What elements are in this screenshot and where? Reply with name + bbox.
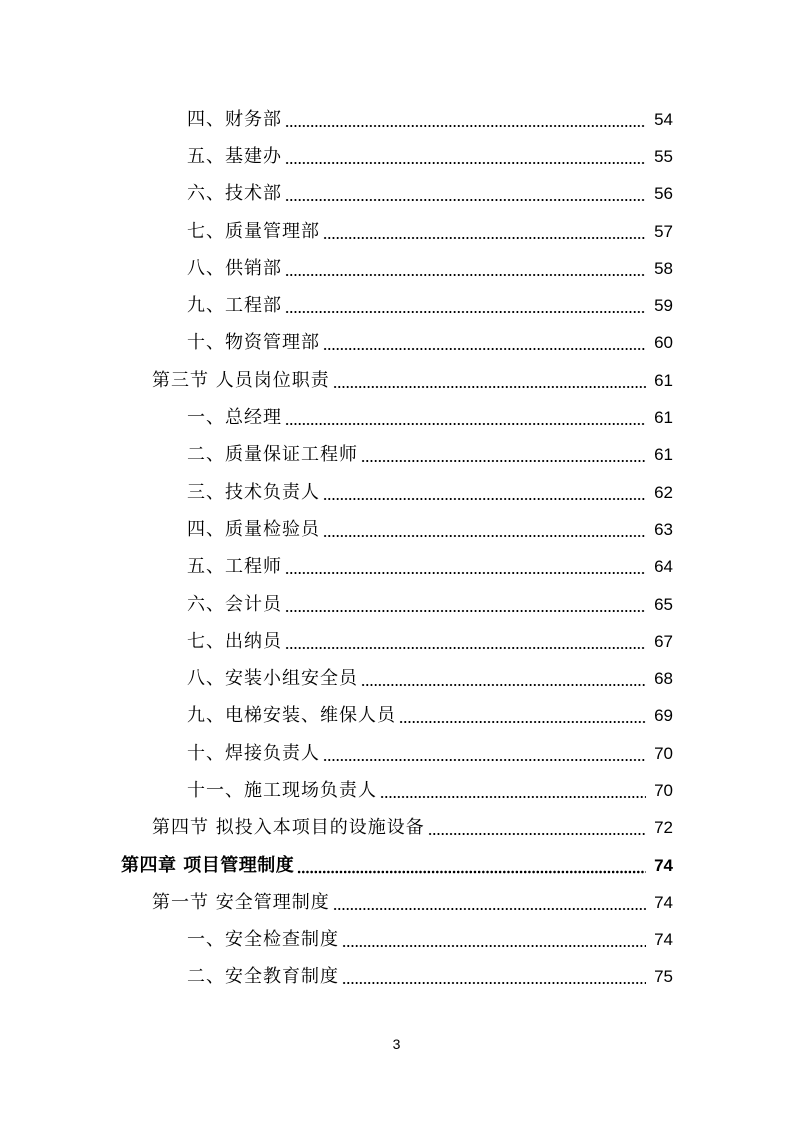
- toc-item[interactable]: [187, 474, 673, 511]
- toc-item[interactable]: [187, 735, 673, 772]
- dot-leader: [323, 222, 646, 242]
- dot-leader: [285, 259, 646, 279]
- dot-leader: [285, 408, 646, 428]
- table-of-contents: [0, 101, 793, 996]
- toc-entry-page: 59: [654, 296, 673, 316]
- toc-entry-page: 74: [654, 855, 673, 875]
- toc-item[interactable]: [187, 138, 673, 175]
- toc-item[interactable]: [187, 437, 673, 474]
- dot-leader: [323, 483, 646, 503]
- dot-leader: [342, 967, 646, 987]
- toc-entry-page: 75: [654, 967, 673, 987]
- dot-leader: [323, 744, 646, 764]
- toc-entry-page: 65: [654, 594, 673, 614]
- toc-entry-title: 九、电梯安装、维保人员: [187, 705, 396, 727]
- toc-entry-page: 58: [654, 258, 673, 278]
- dot-leader: [285, 184, 646, 204]
- toc-entry-page: 61: [654, 445, 673, 465]
- toc-entry-page: 63: [654, 519, 673, 539]
- dot-leader: [333, 371, 646, 391]
- toc-entry-title: 八、供销部: [187, 257, 282, 279]
- toc-entry-page: 56: [654, 184, 673, 204]
- toc-entry-title: 六、技术部: [187, 183, 282, 205]
- toc-entry-title: 二、安全教育制度: [187, 966, 339, 988]
- toc-entry-title: 十、物资管理部: [187, 332, 320, 354]
- toc-item[interactable]: [187, 287, 673, 324]
- toc-item[interactable]: [187, 698, 673, 735]
- toc-entry-page: 74: [654, 892, 673, 912]
- toc-entry-title: 第三节 人员岗位职责: [152, 369, 330, 391]
- toc-chapter[interactable]: [121, 847, 673, 884]
- toc-entry-title: 五、基建办: [187, 145, 282, 167]
- toc-entry-title: 七、质量管理部: [187, 220, 320, 242]
- dot-leader: [285, 296, 646, 316]
- dot-leader: [285, 595, 646, 615]
- toc-item[interactable]: [187, 959, 673, 996]
- dot-leader: [399, 706, 646, 726]
- toc-item[interactable]: [187, 176, 673, 213]
- toc-entry-title: 第一节 安全管理制度: [152, 891, 330, 913]
- toc-entry-page: 68: [654, 669, 673, 689]
- toc-entry-page: 61: [654, 370, 673, 390]
- dot-leader: [285, 557, 646, 577]
- toc-entry-page: 64: [654, 557, 673, 577]
- toc-item[interactable]: [187, 250, 673, 287]
- toc-item[interactable]: [187, 549, 673, 586]
- toc-entry-title: 十一、施工现场负责人: [187, 779, 377, 801]
- toc-item[interactable]: [187, 660, 673, 697]
- dot-leader: [380, 781, 646, 801]
- toc-entry-title: 一、安全检查制度: [187, 929, 339, 951]
- toc-entry-title: 九、工程部: [187, 295, 282, 317]
- toc-entry-page: 55: [654, 146, 673, 166]
- toc-entry-title: 五、工程师: [187, 556, 282, 578]
- toc-entry-title: 四、财务部: [187, 108, 282, 130]
- toc-entry-title: 七、出纳员: [187, 630, 282, 652]
- toc-entry-page: 74: [654, 930, 673, 950]
- toc-entry-title: 八、安装小组安全员: [187, 668, 358, 690]
- toc-item[interactable]: [187, 586, 673, 623]
- toc-section[interactable]: [152, 362, 673, 399]
- toc-entry-title: 一、总经理: [187, 407, 282, 429]
- toc-entry-page: 70: [654, 780, 673, 800]
- dot-leader: [428, 818, 646, 838]
- dot-leader: [323, 520, 646, 540]
- toc-entry-title: 十、焊接负责人: [187, 742, 320, 764]
- toc-entry-page: 70: [654, 743, 673, 763]
- toc-item[interactable]: [187, 101, 673, 138]
- toc-entry-page: 72: [654, 818, 673, 838]
- toc-entry-title: 第四节 拟投入本项目的设施设备: [152, 817, 425, 839]
- toc-entry-page: 60: [654, 333, 673, 353]
- toc-entry-title: 三、技术负责人: [187, 481, 320, 503]
- dot-leader: [361, 669, 646, 689]
- toc-item[interactable]: [187, 623, 673, 660]
- toc-item[interactable]: [187, 325, 673, 362]
- toc-entry-page: 54: [654, 109, 673, 129]
- dot-leader: [297, 856, 646, 876]
- dot-leader: [361, 445, 646, 465]
- toc-entry-title: 六、会计员: [187, 593, 282, 615]
- toc-entry-title: 四、质量检验员: [187, 518, 320, 540]
- dot-leader: [285, 632, 646, 652]
- toc-entry-page: 69: [654, 706, 673, 726]
- toc-item[interactable]: [187, 922, 673, 959]
- toc-entry-title: 第四章 项目管理制度: [121, 854, 295, 876]
- toc-entry-page: 57: [654, 221, 673, 241]
- dot-leader: [323, 333, 646, 353]
- toc-item[interactable]: [187, 213, 673, 250]
- dot-leader: [285, 110, 646, 130]
- toc-item[interactable]: [187, 772, 673, 809]
- toc-item[interactable]: [187, 511, 673, 548]
- dot-leader: [333, 893, 646, 913]
- dot-leader: [285, 147, 646, 167]
- toc-entry-page: 62: [654, 482, 673, 502]
- toc-section[interactable]: [152, 810, 673, 847]
- toc-entry-title: 二、质量保证工程师: [187, 444, 358, 466]
- toc-section[interactable]: [152, 884, 673, 921]
- toc-entry-page: 61: [654, 408, 673, 428]
- dot-leader: [342, 930, 646, 950]
- page-number: 3: [392, 1036, 401, 1052]
- toc-item[interactable]: [187, 399, 673, 436]
- toc-entry-page: 67: [654, 631, 673, 651]
